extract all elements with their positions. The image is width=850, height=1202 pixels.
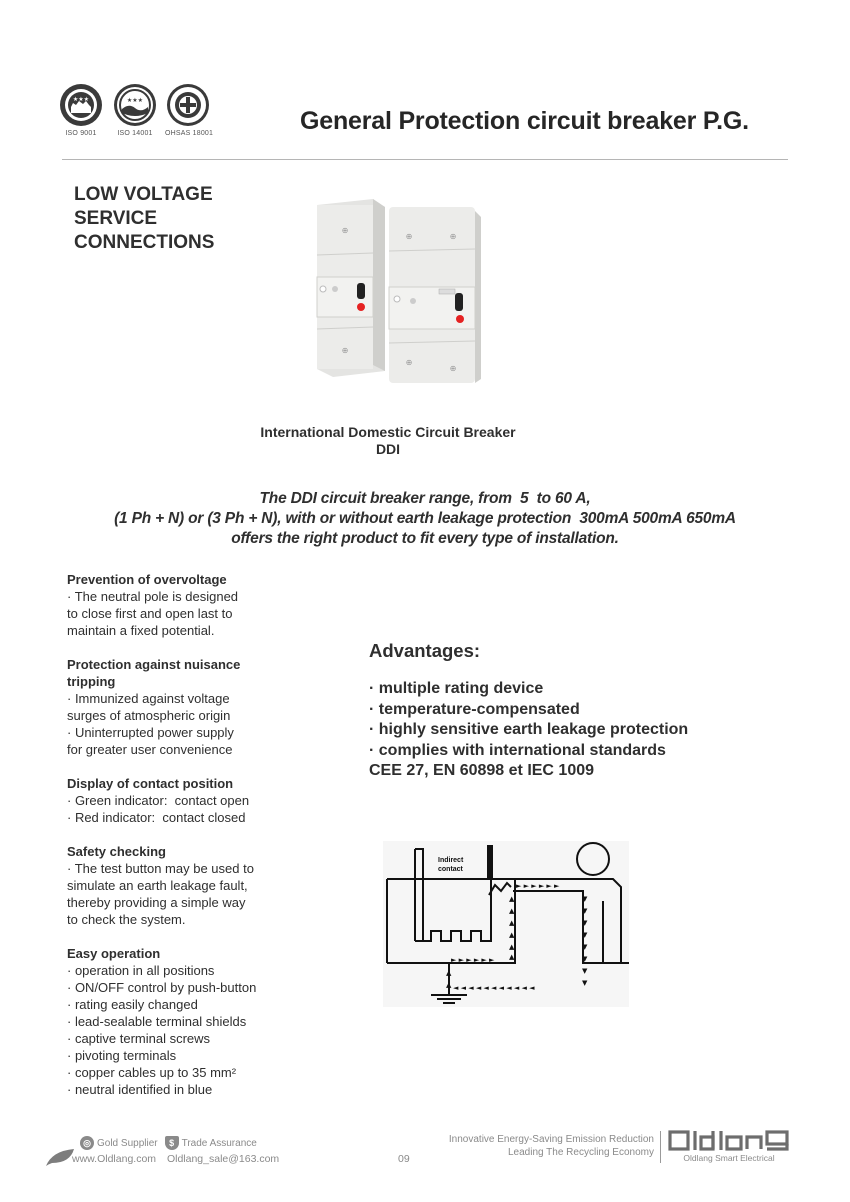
- certification-iso-9001: [58, 83, 104, 137]
- svg-text:⊕: ⊕: [405, 358, 413, 367]
- indirect-contact-diagram: [383, 841, 629, 1007]
- feature-line: · Immunized against voltage: [67, 691, 230, 706]
- svg-text:▲: ▲: [509, 953, 515, 961]
- feature-easy-operation: [67, 945, 307, 1098]
- feature-line: · Green indicator: contact open: [67, 793, 250, 808]
- caption-line: International Domestic Circuit Breaker: [260, 424, 516, 440]
- advantage-item: · multiple rating device: [369, 680, 544, 697]
- feature-title: Easy operation: [67, 946, 161, 961]
- svg-text:★★★: ★★★: [72, 96, 90, 103]
- svg-text:⊕: ⊕: [405, 232, 413, 241]
- feature-title-cont: tripping: [67, 674, 116, 689]
- certification-ohsas-18001: [165, 83, 214, 137]
- slogan-line: Innovative Energy-Saving Emission Reduction: [448, 1134, 654, 1145]
- page-number: 09: [398, 1153, 410, 1165]
- footer-divider: [660, 1131, 661, 1163]
- svg-text:⊕: ⊕: [449, 232, 457, 241]
- feature-title: Display of contact position: [67, 776, 234, 791]
- advantages-title: Advantages:: [369, 640, 481, 661]
- page-title: General Protection circuit breaker P.G.: [300, 107, 749, 135]
- feature-safety-checking: [67, 843, 307, 928]
- svg-text:► ► ► ► ► ►: ► ► ► ► ► ►: [451, 956, 495, 964]
- feature-line: · Red indicator: contact closed: [67, 810, 246, 825]
- intro-paragraph: [40, 489, 810, 549]
- trade-assurance-label: Trade Assurance: [181, 1137, 257, 1149]
- oldlang-logo-icon: [667, 1129, 791, 1153]
- svg-text:▲: ▲: [446, 981, 452, 989]
- ohsas-18001-seal-icon: [166, 83, 210, 127]
- footer-badges: [80, 1136, 257, 1150]
- feature-contact-position: [67, 775, 307, 826]
- feature-title: Prevention of overvoltage: [67, 572, 227, 587]
- advantage-item: · complies with international standards: [369, 741, 666, 759]
- slogan-line: Leading The Recycling Economy: [507, 1147, 654, 1158]
- feature-line: · rating easily changed: [67, 997, 198, 1012]
- feature-line: surges of atmospheric origin: [67, 708, 231, 723]
- diagram-label: Indirect: [438, 857, 464, 864]
- svg-text:▼: ▼: [582, 967, 588, 975]
- standards-line: CEE 27, EN 60898 et IEC 1009: [369, 762, 595, 779]
- footer-contact: [72, 1153, 287, 1165]
- diagram-label: contact: [438, 866, 463, 873]
- feature-overvoltage: [67, 571, 307, 639]
- section-heading-line: CONNECTIONS: [74, 232, 215, 253]
- svg-text:▼: ▼: [582, 943, 588, 951]
- svg-text:▼: ▼: [582, 979, 588, 987]
- svg-text:▼: ▼: [582, 907, 588, 915]
- feature-line: · pivoting terminals: [67, 1048, 177, 1063]
- features-list: [67, 571, 307, 1115]
- feature-line: maintain a fixed potential.: [67, 623, 215, 638]
- feature-line: · Uninterrupted power supply: [67, 725, 234, 740]
- advantages-list: [369, 679, 688, 782]
- feature-line: thereby providing a simple way: [67, 895, 246, 910]
- svg-text:⊕: ⊕: [341, 226, 349, 235]
- feature-line: · copper cables up to 35 mm²: [67, 1065, 237, 1080]
- feature-title: Protection against nuisance: [67, 657, 241, 672]
- feature-line: · neutral identified in blue: [67, 1082, 213, 1097]
- feature-line: · operation in all positions: [67, 963, 215, 978]
- email-link[interactable]: Oldlang_sale@163.com: [166, 1153, 280, 1165]
- feature-line: · The test button may be used to: [67, 861, 254, 876]
- svg-text:▲: ▲: [446, 969, 452, 977]
- intro-line: (1 Ph + N) or (3 Ph + N), with or without earth leakage protection 300mA 500mA 650mA: [114, 510, 736, 527]
- trade-assurance-icon: $: [165, 1136, 179, 1150]
- svg-text:▼: ▼: [582, 955, 588, 963]
- svg-text:★★★: ★★★: [126, 97, 144, 104]
- feature-nuisance-tripping: [67, 656, 307, 758]
- section-heading-line: LOW VOLTAGE: [74, 184, 213, 205]
- intro-line: offers the right product to fit every type of installation.: [231, 530, 619, 547]
- section-heading: [74, 183, 214, 255]
- svg-text:▼: ▼: [582, 931, 588, 939]
- svg-text:▲: ▲: [509, 907, 515, 915]
- advantage-item: · highly sensitive earth leakage protection: [369, 721, 689, 738]
- feature-line: to check the system.: [67, 912, 186, 927]
- product-photo: [313, 193, 483, 388]
- advantage-item: · temperature-compensated: [369, 700, 580, 718]
- feature-title: Safety checking: [67, 844, 166, 859]
- svg-text:▲: ▲: [509, 943, 515, 951]
- iso-9001-seal-icon: [59, 83, 103, 127]
- svg-text:⊕: ⊕: [449, 364, 457, 373]
- feature-line: · lead-sealable terminal shields: [67, 1014, 247, 1029]
- svg-text:▲: ▲: [509, 931, 515, 939]
- svg-text:▼: ▼: [582, 919, 588, 927]
- brand-name: Oldlang Smart Electrical: [683, 1153, 775, 1163]
- feature-line: for greater user convenience: [67, 742, 233, 757]
- iso-14001-seal-icon: [113, 83, 157, 127]
- website-link[interactable]: www.Oldlang.com: [72, 1153, 157, 1165]
- feature-line: · The neutral pole is designed: [67, 589, 239, 604]
- cert-label: ISO 14001: [117, 130, 153, 137]
- feature-line: simulate an earth leakage fault,: [67, 878, 248, 893]
- svg-text:► ► ► ► ► ►: ► ► ► ► ► ►: [516, 882, 560, 890]
- section-heading-line: SERVICE: [74, 208, 158, 229]
- feature-line: to close first and open last to: [67, 606, 233, 621]
- cert-label: OHSAS 18001: [165, 130, 214, 137]
- footer-slogan: [420, 1133, 654, 1159]
- svg-text:▼: ▼: [582, 895, 588, 903]
- cert-label: ISO 9001: [65, 130, 97, 137]
- certification-iso-14001: [112, 83, 158, 137]
- feature-line: · ON/OFF control by push-button: [67, 980, 257, 995]
- gold-supplier-label: Gold Supplier: [97, 1137, 158, 1149]
- intro-line: The DDI circuit breaker range, from 5 to 60 A,: [259, 490, 591, 507]
- feature-line: · captive terminal screws: [67, 1031, 211, 1046]
- svg-text:◄ ◄ ◄ ◄ ◄ ◄ ◄ ◄ ◄ ◄ ◄: ◄ ◄ ◄ ◄ ◄ ◄ ◄ ◄ ◄ ◄ ◄: [453, 984, 535, 992]
- svg-text:▲: ▲: [509, 919, 515, 927]
- caption-model: DDI: [375, 441, 401, 457]
- header-divider: [62, 159, 788, 160]
- gold-supplier-icon: ◎: [80, 1136, 94, 1150]
- product-caption: [200, 424, 576, 458]
- svg-text:⊕: ⊕: [341, 346, 349, 355]
- svg-text:▲: ▲: [509, 895, 515, 903]
